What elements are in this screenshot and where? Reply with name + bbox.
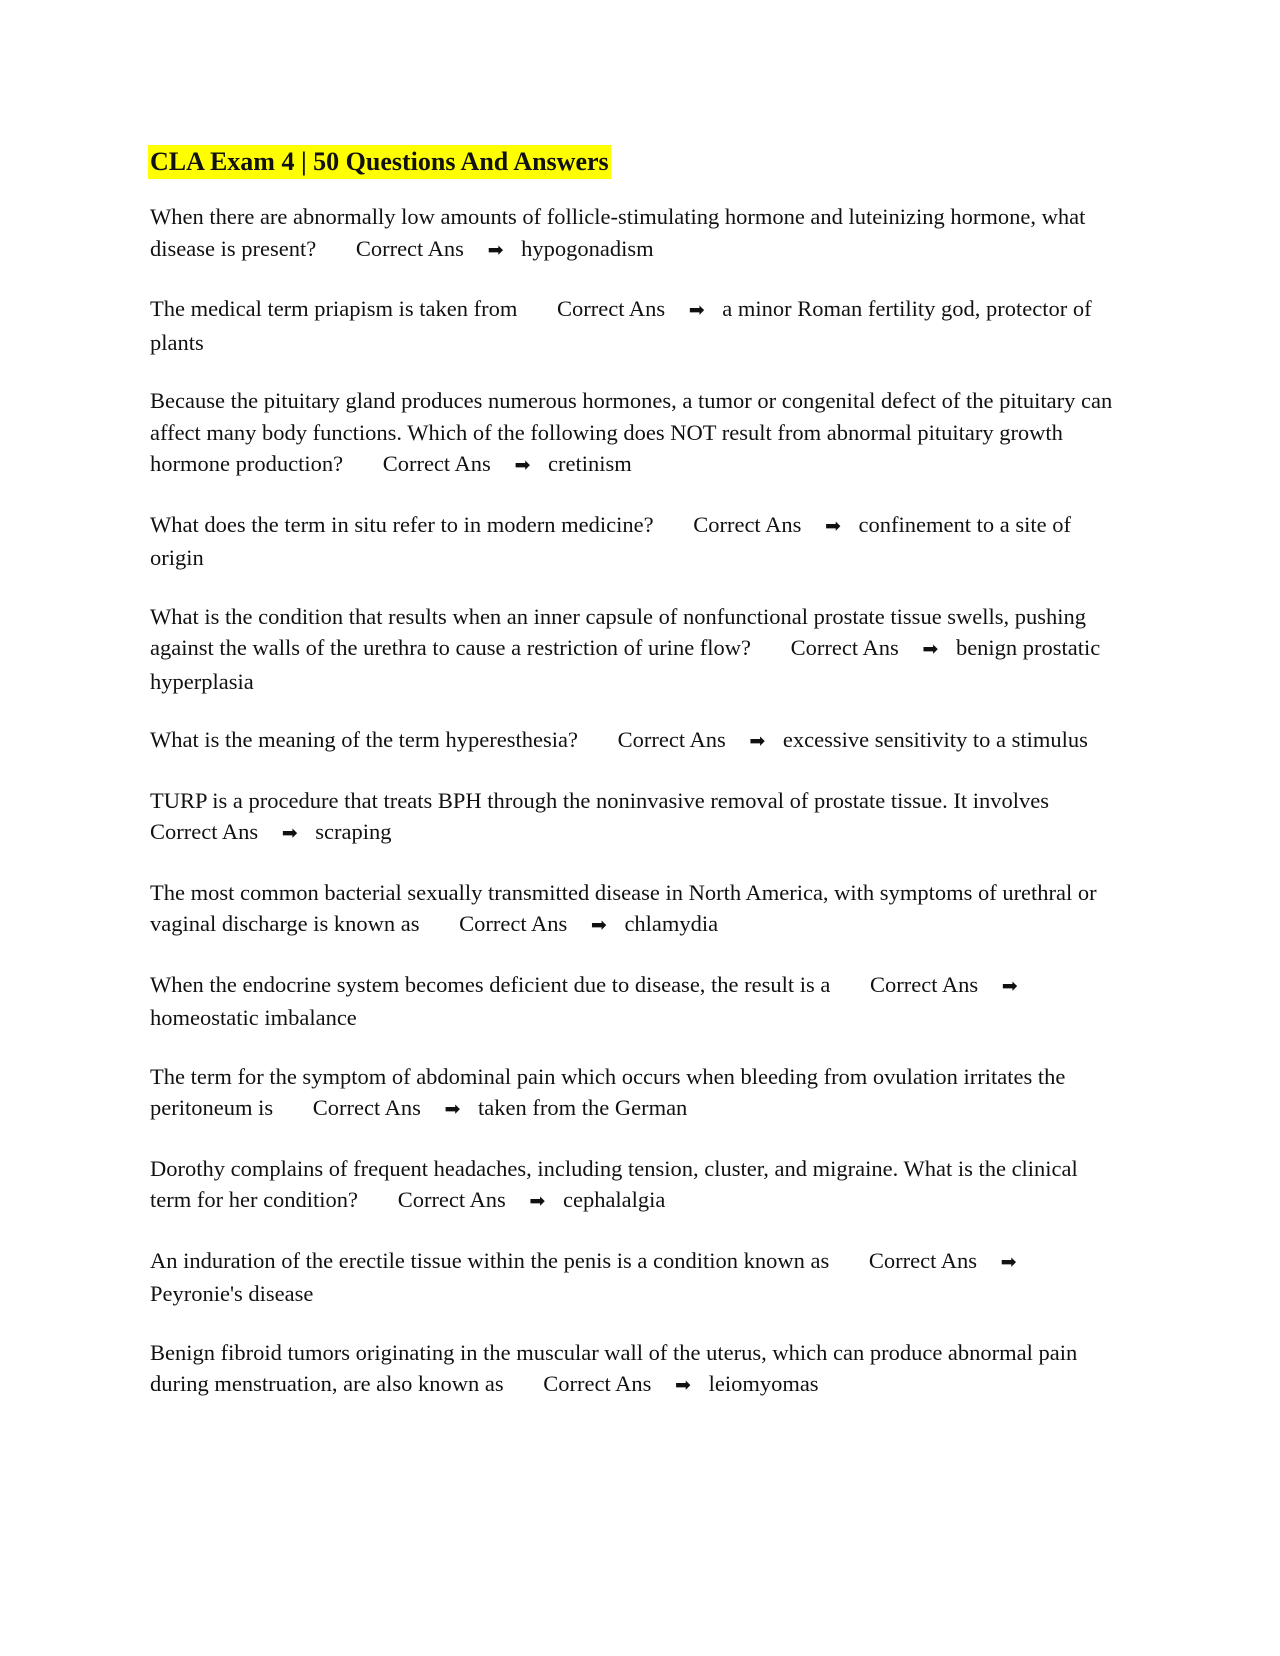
correct-ans-label: Correct Ans bbox=[870, 971, 979, 997]
right-arrow-icon: ➡ bbox=[281, 822, 298, 844]
answer-text: cephalalgia bbox=[562, 1187, 666, 1212]
qa-list bbox=[150, 201, 1120, 1402]
qa-item bbox=[150, 385, 1120, 482]
qa-item bbox=[150, 201, 1120, 266]
question-text: Because the pituitary gland produces numerous hormones, a tumor or congenital defect of the pituitary can affect many body functions. Which of the following does NOT result from abnormal pituitary growth hormone production? bbox=[150, 388, 1113, 476]
answer-text: scraping bbox=[315, 819, 392, 844]
question-text: TURP is a procedure that treats BPH through the noninvasive removal of prostate tissue. It involves bbox=[150, 787, 1049, 813]
document-title: CLA Exam 4 | 50 Questions And Answers bbox=[148, 145, 611, 179]
question-text: An induration of the erectile tissue within the penis is a condition known as bbox=[150, 1247, 830, 1273]
answer-text: leiomyomas bbox=[708, 1371, 819, 1396]
right-arrow-icon: ➡ bbox=[487, 238, 504, 261]
answer-text: taken from the German bbox=[478, 1095, 688, 1120]
right-arrow-icon: ➡ bbox=[529, 1190, 546, 1212]
qa-item bbox=[150, 601, 1120, 698]
question-text: Benign fibroid tumors originating in the muscular wall of the uterus, which can produce abnormal pain during menstruation, are also known as bbox=[150, 1339, 1078, 1396]
correct-ans-label: Correct Ans bbox=[382, 451, 491, 476]
question-text: When there are abnormally low amounts of follicle-stimulating hormone and luteinizing hormone, what disease is present? bbox=[150, 204, 1086, 261]
answer-text: excessive sensitivity to a stimulus bbox=[782, 727, 1088, 752]
right-arrow-icon: ➡ bbox=[444, 1098, 461, 1120]
qa-item bbox=[150, 877, 1120, 942]
question-text: The medical term priapism is taken from bbox=[150, 296, 518, 321]
question-text: What is the meaning of the term hyperesthesia? bbox=[150, 727, 578, 752]
document-page bbox=[150, 145, 1120, 1429]
correct-ans-label: Correct Ans bbox=[868, 1247, 977, 1273]
right-arrow-icon: ➡ bbox=[514, 454, 531, 476]
question-text: The most common bacterial sexually transmitted disease in North America, with symptoms of urethral or vaginal discharge is known as bbox=[150, 879, 1097, 936]
qa-item bbox=[150, 293, 1120, 358]
answer-text: Peyronie's disease bbox=[150, 1281, 314, 1306]
answer-text: homeostatic imbalance bbox=[150, 1005, 357, 1030]
answer-text: a minor Roman fertility god, protector of plants bbox=[150, 296, 1092, 355]
qa-item bbox=[150, 1153, 1120, 1218]
qa-item bbox=[150, 1245, 1120, 1310]
qa-item bbox=[150, 785, 1120, 850]
question-text: What does the term in situ refer to in modern medicine? bbox=[150, 511, 654, 537]
answer-text: confinement to a site of origin bbox=[150, 511, 1071, 570]
answer-text: chlamydia bbox=[624, 911, 719, 936]
right-arrow-icon: ➡ bbox=[922, 638, 939, 660]
correct-ans-label: Correct Ans bbox=[150, 819, 259, 844]
answer-text: hypogonadism bbox=[521, 235, 654, 261]
qa-item bbox=[150, 1337, 1120, 1402]
question-text: What is the condition that results when an inner capsule of nonfunctional prostate tissue swells, pushing against the walls of the urethra to cause a restriction of urine flow? bbox=[150, 603, 1087, 660]
right-arrow-icon: ➡ bbox=[675, 1374, 691, 1396]
right-arrow-icon: ➡ bbox=[1000, 1250, 1017, 1273]
answer-text: cretinism bbox=[547, 451, 632, 476]
correct-ans-label: Correct Ans bbox=[459, 911, 568, 936]
correct-ans-label: Correct Ans bbox=[557, 296, 666, 321]
question-text: Dorothy complains of frequent headaches, including tension, cluster, and migraine. What is the clinical term for her condition? bbox=[150, 1155, 1078, 1212]
correct-ans-label: Correct Ans bbox=[693, 511, 802, 537]
right-arrow-icon: ➡ bbox=[1001, 974, 1018, 997]
correct-ans-label: Correct Ans bbox=[312, 1095, 421, 1120]
question-text: When the endocrine system becomes deficient due to disease, the result is a bbox=[150, 971, 831, 997]
right-arrow-icon: ➡ bbox=[688, 299, 705, 321]
right-arrow-icon: ➡ bbox=[590, 914, 607, 936]
correct-ans-label: Correct Ans bbox=[790, 635, 899, 660]
qa-item bbox=[150, 509, 1120, 574]
answer-text: benign prostatic hyperplasia bbox=[150, 635, 1101, 694]
correct-ans-label: Correct Ans bbox=[397, 1187, 506, 1212]
qa-item bbox=[150, 724, 1120, 758]
question-text: The term for the symptom of abdominal pain which occurs when bleeding from ovulation irritates the peritoneum is bbox=[150, 1063, 1066, 1120]
correct-ans-label: Correct Ans bbox=[543, 1371, 652, 1396]
correct-ans-label: Correct Ans bbox=[355, 235, 464, 261]
right-arrow-icon: ➡ bbox=[749, 730, 766, 752]
qa-item bbox=[150, 1061, 1120, 1126]
qa-item bbox=[150, 969, 1120, 1034]
right-arrow-icon: ➡ bbox=[824, 514, 841, 537]
correct-ans-label: Correct Ans bbox=[617, 727, 726, 752]
